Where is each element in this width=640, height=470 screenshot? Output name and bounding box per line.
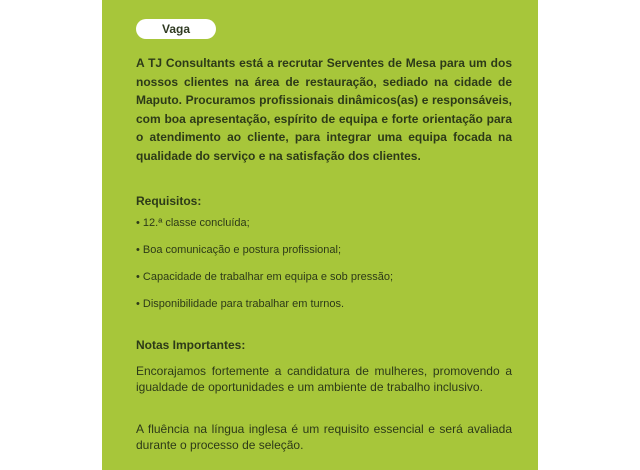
requirements-heading: Requisitos: (136, 194, 202, 208)
requirement-item: • Capacidade de trabalhar em equipa e sob pressão; (136, 271, 394, 283)
requirement-item: • Disponibilidade para trabalhar em turnos. (136, 298, 345, 310)
requirements-list (136, 216, 512, 324)
requirement-item: • Boa comunicação e postura profissional; (136, 244, 342, 256)
vaga-badge: Vaga (136, 19, 216, 39)
note-paragraph-women: Encorajamos fortemente a candidatura de mulheres, promovendo a igualdade de oportunidades e um ambiente de trabalho inclusivo. (136, 364, 512, 394)
note-paragraph-english: A fluência na língua inglesa é um requisito essencial e será avaliada durante o processo de seleção. (136, 422, 512, 452)
intro-paragraph: A TJ Consultants está a recrutar Serventes de Mesa para um dos nossos clientes na área de restauração, sediado na cidade de Maputo. Procuramos profissionais dinâmicos(as) e responsáveis, com boa apresentação, espírito de equipa e forte orientação para o atendimento ao cliente, para integrar uma equipa focada na qualidade do serviço e na satisfação dos clientes. (136, 56, 512, 163)
job-ad-panel (102, 0, 538, 470)
requirement-item: • 12.ª classe concluída; (136, 217, 250, 229)
notes-heading: Notas Importantes: (136, 338, 246, 352)
